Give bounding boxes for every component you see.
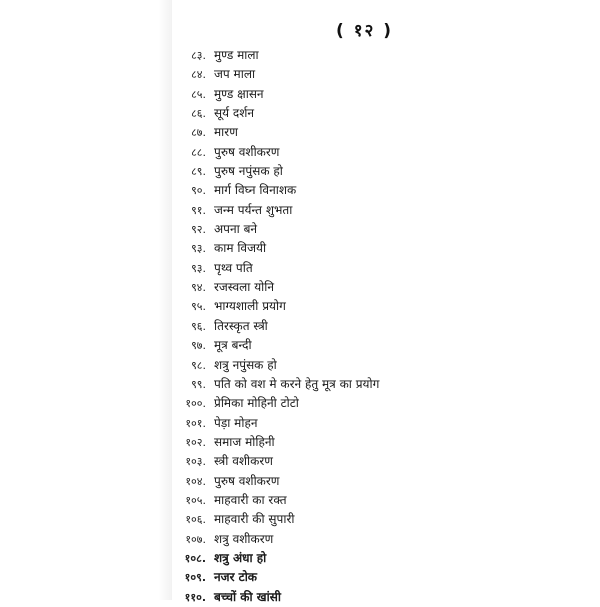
entry-title: नजर टोक [214,570,258,585]
list-item [176,394,596,413]
entry-title: रजस्वला योनि [214,280,275,295]
entry-number: ९३. [191,242,206,256]
entry-title: बच्चों की खांसी [214,589,281,604]
entry-title: मूत्र बन्दी [214,338,252,353]
entry-title: जन्म पर्यन्त शुभता [214,202,293,217]
list-item [176,239,596,258]
entry-title: जप माला [214,67,256,82]
list-item [176,491,596,510]
list-item [176,568,596,587]
entry-title: अपना बने [214,222,258,237]
entry-title: मुण्ड माला [214,48,259,62]
entry-number: ८५. [191,87,206,101]
list-item [176,297,596,316]
list-item [176,143,596,162]
list-item [176,530,596,549]
entry-number: १०३. [185,455,206,469]
entry-number: १०५. [185,493,206,507]
page-number: ( १२ ) [336,21,394,41]
list-item [176,259,596,278]
list-item [176,549,596,568]
table-of-contents [176,46,596,607]
entry-title: तिरस्कृत स्त्री [214,318,268,333]
entry-title: माहवारी का रक्त [214,492,287,507]
entry-number: ९३. [191,261,206,275]
entry-number: ८७. [191,126,206,140]
entry-number: १०८. [184,551,206,565]
entry-number: ९१. [191,203,206,217]
entry-number: १०९. [184,571,206,585]
entry-number: ८८. [191,145,206,159]
list-item [176,65,596,84]
entry-title: भाग्यशाली प्रयोग [214,299,286,314]
entry-number: १०६. [185,513,206,527]
list-item [176,220,596,239]
list-item [176,104,596,123]
entry-number: १०४. [185,474,206,488]
list-item [176,510,596,529]
list-item [176,452,596,471]
entry-number: १०१. [185,416,206,430]
list-item [176,375,596,394]
entry-number: १०७. [185,532,206,546]
entry-number: ८४. [191,68,206,82]
entry-title: पेड़ा मोहन [214,415,258,430]
list-item [176,356,596,375]
entry-title: स्त्री वशीकरण [214,454,273,469]
entry-number: ८६. [191,107,206,121]
list-item [176,472,596,491]
entry-number: ८३. [191,49,206,62]
entry-number: ९८. [191,358,206,372]
entry-title: मारण [214,125,238,140]
entry-title: पुरुष वशीकरण [214,473,280,488]
list-item [176,162,596,181]
entry-title: मुण्ड क्षासन [214,86,264,101]
scan-margin [0,0,172,600]
entry-number: ९०. [191,184,206,198]
list-item [176,181,596,200]
entry-number: १०२. [185,435,206,449]
list-item [176,433,596,452]
entry-number: ९२. [191,223,206,237]
entry-number: ८९. [191,165,206,179]
entry-title: काम विजयी [214,241,267,256]
list-item [176,588,596,607]
entry-number: १००. [185,397,206,411]
list-item [176,123,596,142]
entry-title: प्रेमिका मोहिनी टोटो [214,396,299,411]
entry-title: पति को वश मे करने हेतु मूत्र का प्रयोग [214,376,380,391]
entry-title: सूर्य दर्शन [214,106,255,121]
entry-number: ९९. [191,377,206,391]
entry-number: ९४. [191,281,206,295]
list-item [176,278,596,297]
entry-title: पृथ्व पति [214,260,253,275]
entry-title: मार्ग विघ्न विनाशक [214,183,297,198]
entry-title: शत्रु नपुंसक हो [214,357,277,372]
list-item [176,336,596,355]
entry-number: ११०. [184,590,206,604]
entry-title: शत्रु वशीकरण [214,531,274,546]
list-item [176,317,596,336]
entry-title: पुरुष नपुंसक हो [214,164,283,179]
entry-title: शत्रु अंधा हो [214,550,267,565]
entry-title: समाज मोहिनी [214,434,275,449]
list-item [176,414,596,433]
list-item [176,85,596,104]
entry-title: पुरुष वशीकरण [214,144,280,159]
list-item [176,46,596,65]
list-item [176,201,596,220]
entry-number: ९५. [191,300,206,314]
entry-number: ९६. [191,319,206,333]
entry-number: ९७. [191,339,206,353]
entry-title: माहवारी की सुपारी [214,512,295,527]
